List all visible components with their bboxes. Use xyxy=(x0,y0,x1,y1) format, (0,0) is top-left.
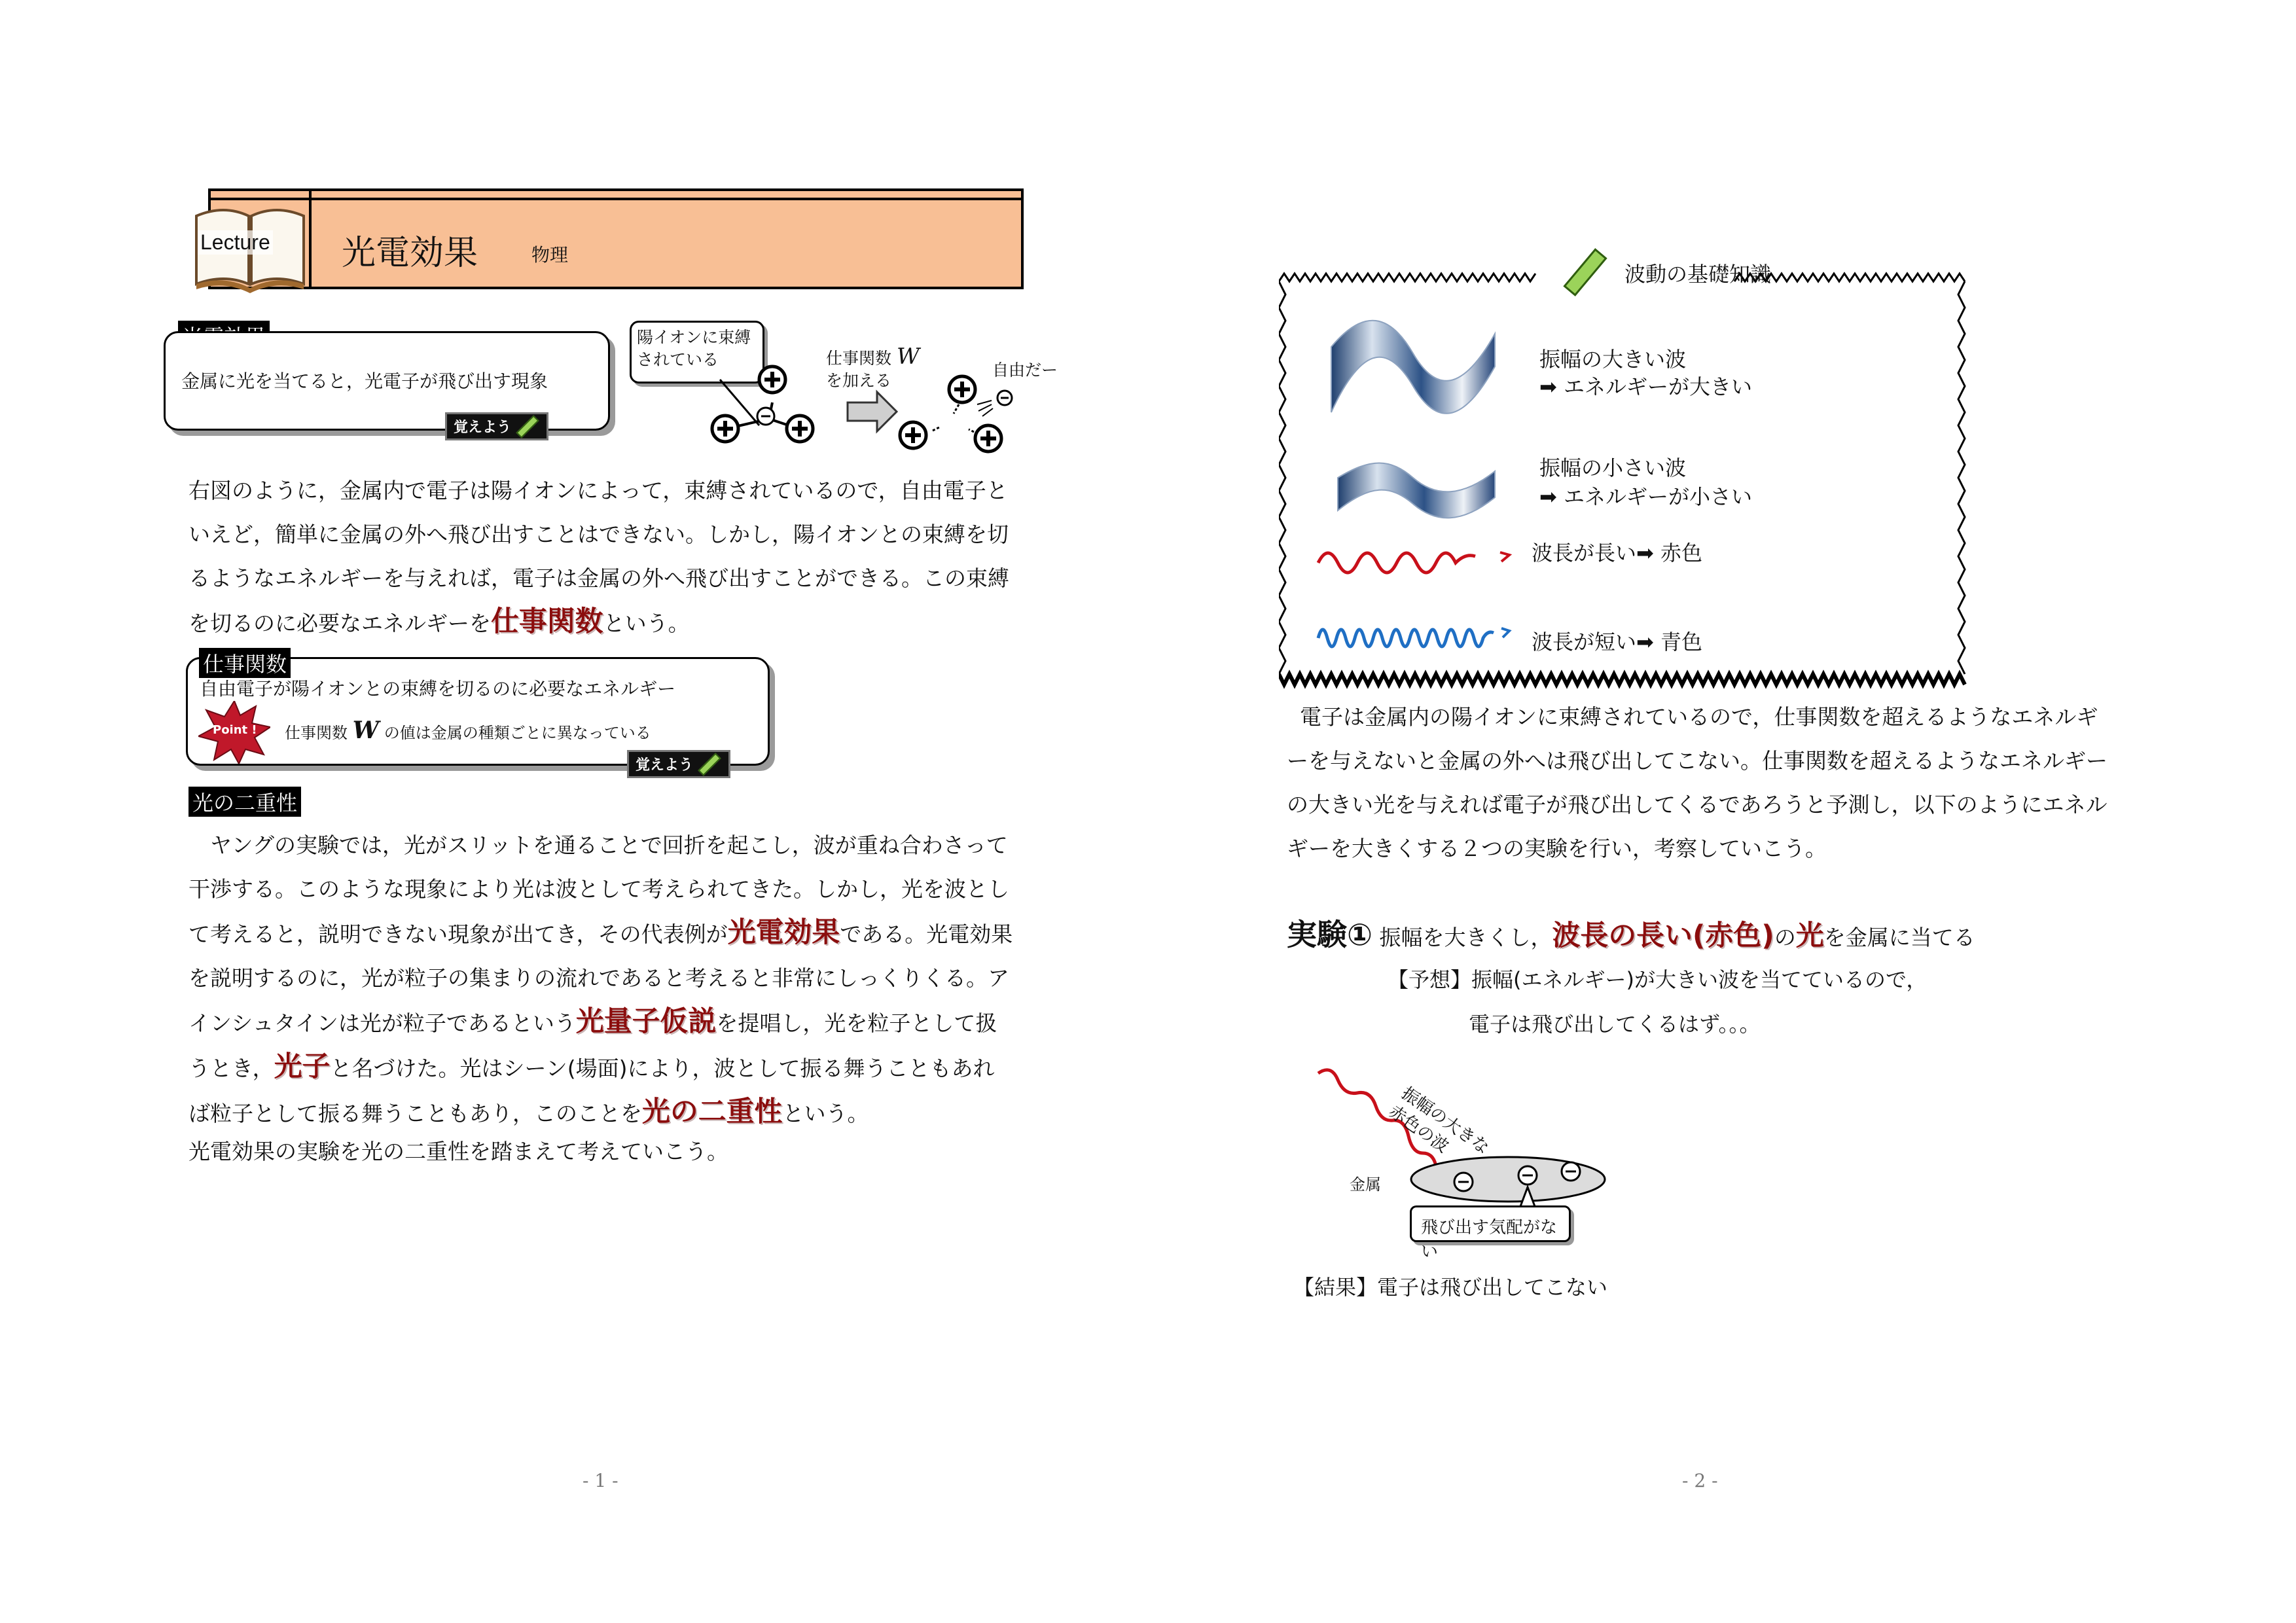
section-label-work-function: 仕事関数 xyxy=(199,648,291,678)
long-wave-label: 波長が長い➡ 赤色 xyxy=(1532,541,1702,565)
body-paragraph-2: ヤングの実験では，光がスリットを通ることで回折を起こし，波が重ね合わさって干渉する。このような現象により光は波として考えられてきた。しかし，光を波として考えると，説明できない現象が出てき，その代表例が光電効果である。光電効果を説明するのに，光が粒子の集まりの流れであると考えると非常にしっくりくる。アインシュタインは光が粒子であるという光量子仮説を提唱し，光を粒子として扱うとき，光子と名づけた。光はシーン(場面)により，波として振る舞うこともあれば粒子として振る舞うこともあり，このことを光の二重性という。 xyxy=(188,832,1013,1128)
small-wave-icon xyxy=(1338,463,1495,518)
page-2 xyxy=(1148,0,2296,1623)
body-last-line: 光電効果の実験を光の二重性を踏まえて考えていこう。 xyxy=(188,1139,728,1164)
memorize-badge: 覚えよう xyxy=(445,412,548,440)
wave-box-title: 波動の基礎知識 xyxy=(1624,262,1772,287)
page2-body: 電子は金属内の陽イオンに束縛されているので，仕事関数を超えるようなエネルギーを与えないと金属の外へは飛び出してこない。仕事関数を超えるようなエネルギーの大きい光を与えれば電子が飛び出してくるであろうと予測し，以下のようにエネルギーを大きくする２つの実験を行い，考察していこう。 xyxy=(1287,704,2108,861)
big-wave-result: ➡ エネルギーが大きい xyxy=(1539,374,1752,399)
red-wave-icon xyxy=(1318,553,1475,573)
body-paragraph-1: 右図のように，金属内で電子は陽イオンによって，束縛されているので，自由電子といえど，簡単に金属の外へ飛び出すことはできない。しかし，陽イオンとの束縛を切るようなエネルギーを与えれば，電子は金属の外へ飛び出すことができる。この束縛を切るのに必要なエネルギーを仕事関数という。 xyxy=(188,478,1009,638)
point-text: 仕事関数 W の値は金属の種類ごとに異なっている xyxy=(285,717,651,744)
book-icon xyxy=(191,202,309,293)
big-wave-icon xyxy=(1331,321,1495,414)
bound-bubble: 陽イオンに束縛されている xyxy=(630,321,764,383)
definition-text: 金属に光を当てると，光電子が飛び出す現象 xyxy=(181,370,548,392)
short-wave-label: 波長が短い➡ 青色 xyxy=(1532,630,1702,654)
result-line: 【結果】電子は飛び出してこない xyxy=(1293,1275,1608,1300)
metal-label: 金属 xyxy=(1350,1175,1381,1194)
page-number-1: - 1 - xyxy=(583,1470,619,1491)
subject-label: 物理 xyxy=(531,244,569,266)
lecture-header xyxy=(208,188,1024,289)
small-wave-result: ➡ エネルギーが小さい xyxy=(1539,484,1752,509)
free-label: 自由だー xyxy=(992,361,1058,380)
positive-ion-icon xyxy=(759,366,785,393)
prediction-line-2: 電子は飛び出してくるはず。。。 xyxy=(1469,1012,1761,1037)
lecture-title: 光電効果 xyxy=(342,234,478,273)
small-wave-label: 振幅の小さい波 xyxy=(1539,455,1687,480)
section-label-duality: 光の二重性 xyxy=(188,787,301,817)
definition-text-work-function: 自由電子が陽イオンとの束縛を切るのに必要なエネルギー xyxy=(200,678,676,700)
experiment-heading: 実験① 振幅を大きくし，波長の長い(赤色)の光を金属に当てる xyxy=(1287,917,1975,952)
prediction-line-1: 【予想】振幅(エネルギー)が大きい波を当てているので， xyxy=(1388,967,1928,992)
pencil-icon xyxy=(516,415,539,438)
lecture-badge-text: Lecture xyxy=(198,230,273,255)
big-wave-label: 振幅の大きい波 xyxy=(1539,347,1687,372)
point-label: Point ! xyxy=(213,723,257,737)
page-number-2: - 2 - xyxy=(1682,1470,1718,1491)
memorize-badge-2: 覚えよう xyxy=(627,750,730,778)
electron-icon xyxy=(757,408,774,425)
callout-box: 飛び出す気配がない xyxy=(1410,1205,1571,1242)
blue-wave-icon xyxy=(1318,630,1494,647)
pencil-icon xyxy=(698,753,721,776)
work-function-label: 仕事関数 W を加える xyxy=(826,344,920,390)
wave-diagram-label: 振幅の大きな赤色の波 xyxy=(1385,1083,1493,1158)
